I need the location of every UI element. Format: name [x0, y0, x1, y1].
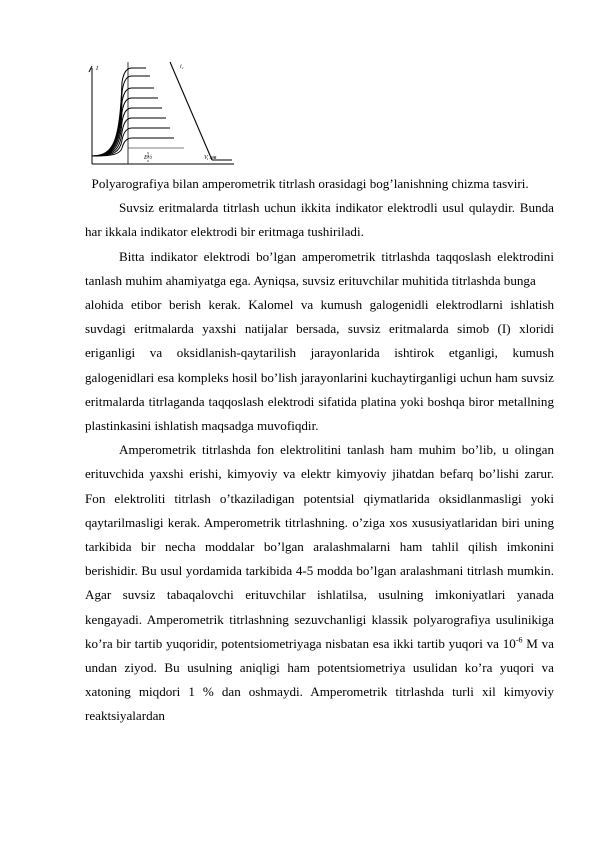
paragraph — [85, 438, 554, 728]
polarography-figure — [84, 56, 246, 172]
label-top: i₁ — [180, 64, 184, 70]
paragraph-text: Amperometrik titrlashda fon elektrolitini tanlash ham muhim bo’lib, u olingan erituvchida yaxshi erishi, kimyoviy va elektr kimyoviy jihatdan befarq bo’lishi zarur. Fon elektroliti titrlash o’tkaziladigan potentsial qiymatlarida oksidlanmasligi yoki qaytarilmasligi kerak. Amperometrik titrlashning. o’ziga xos xususiyatlaridan biri uning tarkibida bir necha moddalar bo’lgan aralashmalarni ham tahlil qilish imkonini berishidir. Bu usul yordamida tarkibida 4-5 modda bo’lgan aralashmani titrlash mumkin. Agar suvsiz tabaqalovchi erituvchilar ishlatilsa, usulning imkoniyatlari yanada kengayadi. Amperometrik titrlashning sezuvchanligi klassik polyarografiya usulinikiga ko’ra bir tartib yuqoridir, potentsiometriyaga nisbatan esa ikki tartib yuqori va 10 — [85, 442, 554, 651]
paragraph: Bitta indikator elektrodi bo’lgan amperometrik titrlashda taqqoslash elektrodini tanlash muhim ahamiyatga ega. Ayniqsa, suvsiz erituvchilar muhitida titrlashda bunga — [85, 248, 554, 288]
caption-text: Polyarografiya bilan amperometrik titrlash orasidagi bog’lanishning chizma tasviri. — [91, 176, 529, 191]
paragraph: Suvsiz eritmalarda titrlash uchun ikkita indikator elektrodli usul qulaydir. Bunda har ikkala indikator elektrodi bir eritmaga tushiriladi. — [85, 200, 554, 240]
paragraph-text-continued: M va undan ziyod. Bu usulning aniqligi ham potentsiometriya usulidan ko’ra yuqori va xatoning miqdori 1 % dan oshmaydi. Amperometrik titrlashda turli xil kimyoviy reaktsiyalardan — [85, 635, 554, 724]
paragraph: alohida etibor berish kerak. Kalomel va kumush galogenidli elektrodlarni ishlatish suvdagi eritmalarda yaxshi natijalar bersada, suvsiz eritmalarda simob (I) xloridi eriganligi va oksidlanish-qaytarilish jarayonlarida ishtirok etganligi, kumush galogenidlari esa kompleks hosil bo’lish jarayonlarini kuchaytirganligi uchun ham suvsiz eritmalarda titrlaganda taqqoslash elektrodi sifatida platina yoki boshqa biror metallning plastinkasini ishlatish maqsadga muvofiqdir. — [85, 297, 554, 434]
label-e-half: E½ — [144, 155, 153, 161]
exponent: -6 — [515, 635, 523, 645]
polarogram-diagram — [84, 56, 246, 172]
wave-curves — [92, 68, 174, 156]
titration-line — [170, 62, 212, 160]
body-text — [85, 172, 554, 729]
label-y-axis: I — [96, 66, 98, 72]
figure-caption — [85, 172, 554, 196]
label-v-axis: V, мв — [204, 155, 217, 161]
